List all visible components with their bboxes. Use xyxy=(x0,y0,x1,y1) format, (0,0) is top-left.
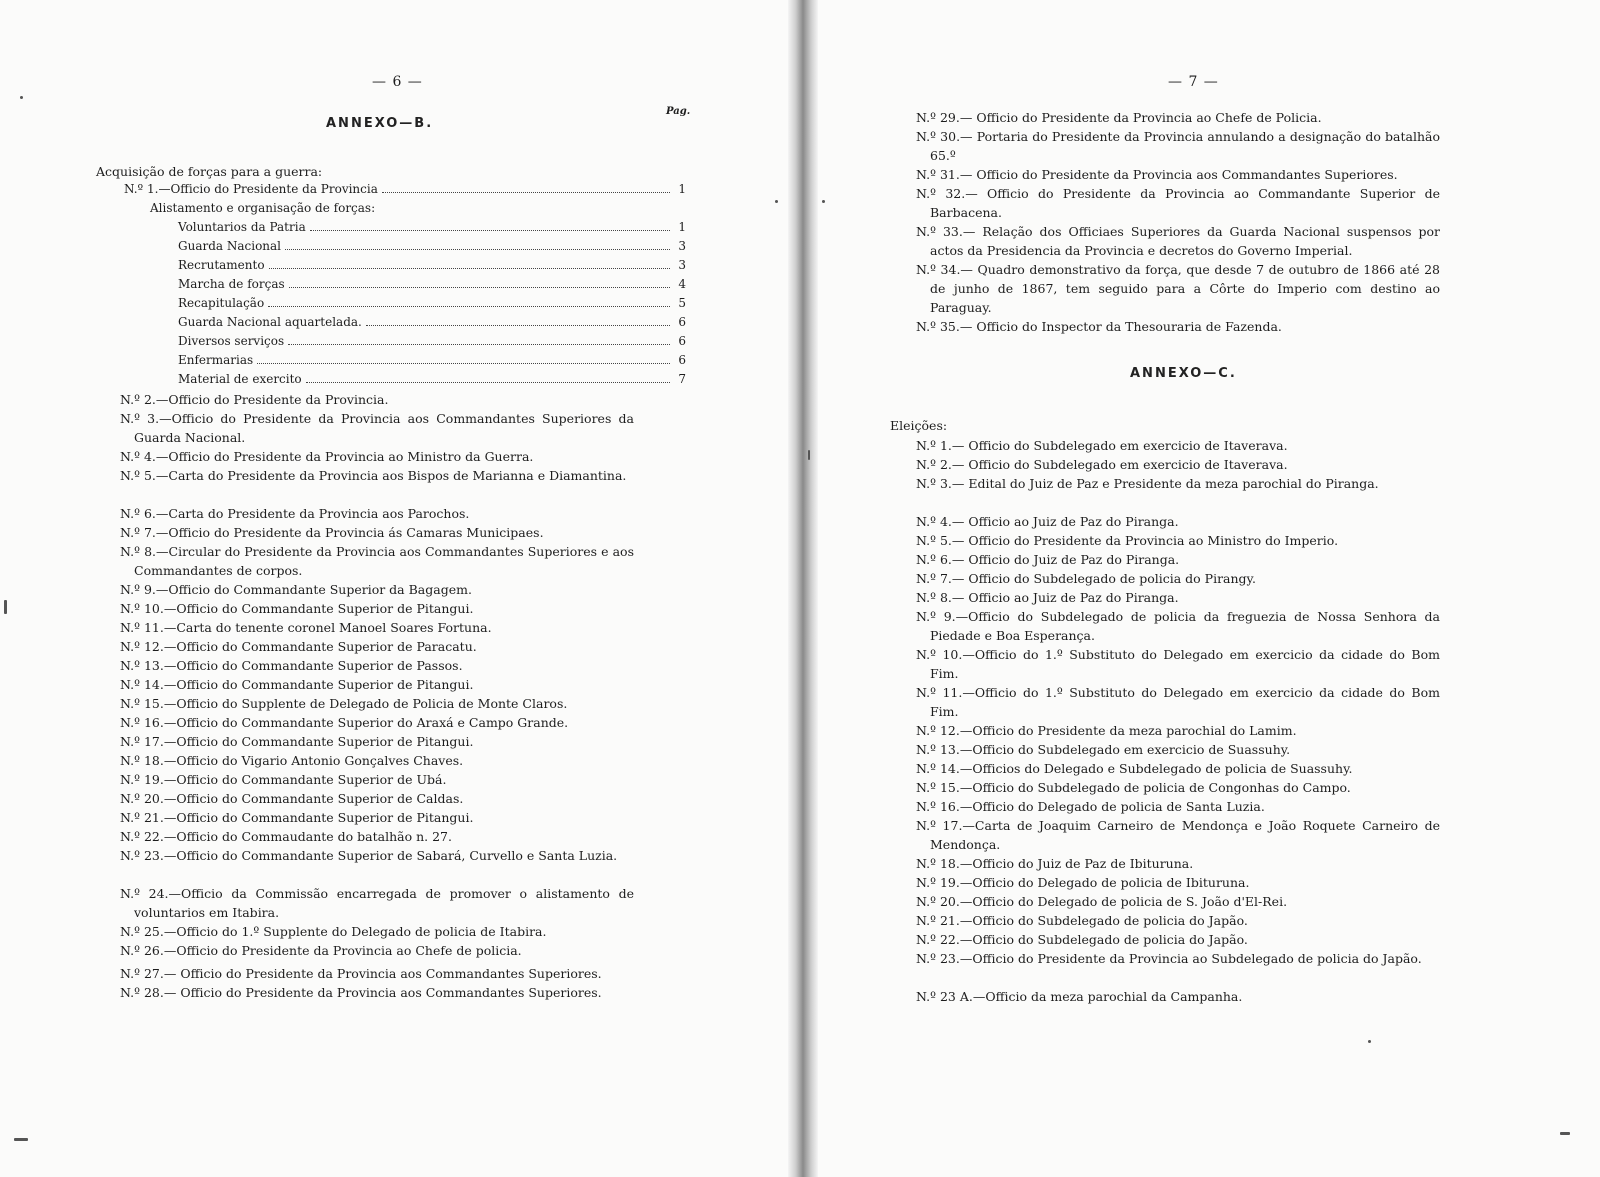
toc-row xyxy=(178,239,686,253)
scan-speck xyxy=(20,96,23,99)
scan-speck xyxy=(822,200,825,203)
list-item: N.º 25.—Officio do 1.º Supplente do Delegado de policia de Itabira. xyxy=(120,924,547,939)
list-item: N.º 6.—Carta do Presidente da Provincia aos Parochos. xyxy=(120,506,470,521)
scan-speck xyxy=(1560,1132,1570,1135)
pag-column-label: Pag. xyxy=(666,106,691,117)
leader-dots xyxy=(269,268,670,269)
list-item: N.º 7.— Officio do Subdelegado de policia do Pirangy. xyxy=(916,571,1256,586)
toc-row xyxy=(150,201,375,215)
toc-label: Material de exercito xyxy=(178,372,302,386)
toc-row xyxy=(178,372,686,386)
list-item: N.º 34.— Quadro demonstrativo da força, que desde 7 de outubro de 1866 até 28 de junho de 1867, tem seguido para a Côrte do Imperio com destino ao Paraguay. xyxy=(916,262,1440,315)
list-item: N.º 4.— Officio ao Juiz de Paz do Piranga. xyxy=(916,514,1179,529)
list-item: N.º 32.— Officio do Presidente da Provincia ao Commandante Superior de Barbacena. xyxy=(916,186,1440,220)
list-item: N.º 13.—Officio do Commandante Superior de Passos. xyxy=(120,658,463,673)
list-item: N.º 29.— Officio do Presidente da Provincia ao Chefe de Policia. xyxy=(916,110,1322,125)
list-item: N.º 30.— Portaria do Presidente da Provincia annulando a designação do batalhão 65.º xyxy=(916,129,1440,163)
scan-speck xyxy=(1368,1040,1371,1043)
list-item: N.º 33.— Relação dos Officiaes Superiores da Guarda Nacional suspensos por actos da Presidencia da Provincia e decretos do Governo Imperial. xyxy=(916,224,1440,258)
list-item: N.º 2.— Officio do Subdelegado em exercicio de Itaverava. xyxy=(916,457,1288,472)
toc-label: Alistamento e organisação de forças: xyxy=(150,201,376,215)
leader-dots xyxy=(257,363,670,364)
leader-dots xyxy=(268,306,670,307)
toc-page: 6 xyxy=(678,315,686,329)
toc-label: Guarda Nacional xyxy=(178,239,282,253)
list-item: N.º 19.—Officio do Delegado de policia de Ibituruna. xyxy=(916,875,1250,890)
list-item: N.º 8.—Circular do Presidente da Provincia aos Commandantes Superiores e aos Commandantes de corpos. xyxy=(120,544,634,578)
list-item: N.º 17.—Officio do Commandante Superior de Pitangui. xyxy=(120,734,474,749)
list-item: N.º 23.—Officio do Commandante Superior de Sabará, Curvello e Santa Luzia. xyxy=(120,848,618,863)
toc-page: 7 xyxy=(678,372,686,386)
list-item: N.º 18.—Officio do Juiz de Paz de Ibituruna. xyxy=(916,856,1194,871)
toc-label: Enfermarias xyxy=(178,353,254,367)
list-item: N.º 5.— Officio do Presidente da Provincia ao Ministro do Imperio. xyxy=(916,533,1339,548)
section-intro: Acquisição de forças para a guerra: xyxy=(96,164,323,179)
book-gutter xyxy=(788,0,818,1177)
list-item: N.º 15.—Officio do Supplente de Delegado de Policia de Monte Claros. xyxy=(120,696,568,711)
list-item: N.º 8.— Officio ao Juiz de Paz do Piranga. xyxy=(916,590,1179,605)
toc-page: 6 xyxy=(678,334,686,348)
list-item: N.º 23 A.—Officio da meza parochial da Campanha. xyxy=(916,989,1243,1004)
list-item: N.º 10.—Officio do 1.º Substituto do Delegado em exercicio da cidade do Bom Fim. xyxy=(916,647,1440,681)
toc-row xyxy=(178,353,686,367)
toc-row xyxy=(178,277,686,291)
list-item: N.º 11.—Officio do 1.º Substituto do Delegado em exercicio da cidade do Bom Fim. xyxy=(916,685,1440,719)
list-item: N.º 20.—Officio do Commandante Superior de Caldas. xyxy=(120,791,464,806)
toc-page: 3 xyxy=(678,258,686,272)
list-item: N.º 24.—Officio da Commissão encarregada de promover o alistamento de voluntarios em Itabira. xyxy=(120,886,634,920)
scan-speck xyxy=(14,1138,28,1141)
list-item: N.º 7.—Officio do Presidente da Provincia ás Camaras Municipaes. xyxy=(120,525,544,540)
leader-dots xyxy=(306,382,670,383)
list-item: N.º 28.— Officio do Presidente da Provincia aos Commandantes Superiores. xyxy=(120,985,602,1000)
list-item: N.º 3.—Officio do Presidente da Provincia aos Commandantes Superiores da Guarda Nacional. xyxy=(120,411,634,445)
list-item: N.º 20.—Officio do Delegado de policia de S. João d'El-Rei. xyxy=(916,894,1288,909)
list-item: N.º 21.—Officio do Commandante Superior de Pitangui. xyxy=(120,810,474,825)
toc-row xyxy=(178,334,686,348)
page-number: — 7 — xyxy=(1168,74,1219,90)
list-item: N.º 31.— Officio do Presidente da Provincia aos Commandantes Superiores. xyxy=(916,167,1398,182)
scan-speck xyxy=(808,450,810,460)
list-item: N.º 27.— Officio do Presidente da Provincia aos Commandantes Superiores. xyxy=(120,966,602,981)
list-item: N.º 16.—Officio do Commandante Superior do Araxá e Campo Grande. xyxy=(120,715,569,730)
leader-dots xyxy=(366,325,670,326)
toc-page: 6 xyxy=(678,353,686,367)
list-item: N.º 12.—Officio do Presidente da meza parochial do Lamim. xyxy=(916,723,1297,738)
list-item: N.º 3.— Edital do Juiz de Paz e Presidente da meza parochial do Piranga. xyxy=(916,476,1379,491)
toc-label: Recrutamento xyxy=(178,258,265,272)
list-item: N.º 18.—Officio do Vigario Antonio Gonçalves Chaves. xyxy=(120,753,464,768)
left-page xyxy=(0,0,788,1177)
list-item: N.º 9.—Officio do Subdelegado de policia da freguezia de Nossa Senhora da Piedade e Boa Esperança. xyxy=(916,609,1440,643)
annex-heading: ANNEXO—B. xyxy=(326,116,434,131)
annex-heading: ANNEXO—C. xyxy=(1130,366,1237,381)
toc-page: 5 xyxy=(678,296,686,310)
page-number: — 6 — xyxy=(372,74,423,90)
toc-label: Diversos serviços xyxy=(178,334,285,348)
toc-label: Recapitulação xyxy=(178,296,265,310)
scan-speck xyxy=(775,200,778,203)
list-item: N.º 4.—Officio do Presidente da Provincia ao Ministro da Guerra. xyxy=(120,449,534,464)
toc-row xyxy=(178,296,686,310)
list-item: N.º 35.— Officio do Inspector da Thesouraria de Fazenda. xyxy=(916,319,1282,334)
toc-row xyxy=(178,258,686,272)
section-intro: Eleições: xyxy=(890,418,948,433)
list-item: N.º 13.—Officio do Subdelegado em exercicio de Suassuhy. xyxy=(916,742,1291,757)
list-item: N.º 2.—Officio do Presidente da Provincia. xyxy=(120,392,389,407)
list-item: N.º 14.—Officios do Delegado e Subdelegado de policia de Suassuhy. xyxy=(916,761,1353,776)
list-item: N.º 15.—Officio do Subdelegado de policia de Congonhas do Campo. xyxy=(916,780,1351,795)
list-item: N.º 16.—Officio do Delegado de policia de Santa Luzia. xyxy=(916,799,1265,814)
list-item: N.º 5.—Carta do Presidente da Provincia aos Bispos de Marianna e Diamantina. xyxy=(120,468,627,483)
list-item: N.º 19.—Officio do Commandante Superior de Ubá. xyxy=(120,772,447,787)
toc-page: 1 xyxy=(678,182,686,196)
list-item: N.º 1.— Officio do Subdelegado em exercicio de Itaverava. xyxy=(916,438,1288,453)
leader-dots xyxy=(285,249,670,250)
toc-label: N.º 1.—Officio do Presidente da Provincia xyxy=(124,182,378,196)
toc-row xyxy=(178,315,686,329)
list-item: N.º 21.—Officio do Subdelegado de policia do Japão. xyxy=(916,913,1248,928)
list-item: N.º 22.—Officio do Commaudante do batalhão n. 27. xyxy=(120,829,452,844)
leader-dots xyxy=(288,344,670,345)
toc-label: Marcha de forças xyxy=(178,277,285,291)
list-item: N.º 17.—Carta de Joaquim Carneiro de Mendonça e João Roquete Carneiro de Mendonça. xyxy=(916,818,1440,852)
toc-label: Guarda Nacional aquartelada. xyxy=(178,315,362,329)
list-item: N.º 14.—Officio do Commandante Superior de Pitangui. xyxy=(120,677,474,692)
toc-page: 4 xyxy=(678,277,686,291)
toc-page: 1 xyxy=(678,220,686,234)
list-item: N.º 10.—Officio do Commandante Superior de Pitangui. xyxy=(120,601,474,616)
list-item: N.º 12.—Officio do Commandante Superior de Paracatu. xyxy=(120,639,477,654)
leader-dots xyxy=(310,230,670,231)
right-page xyxy=(818,0,1600,1177)
toc-page: 3 xyxy=(678,239,686,253)
list-item: N.º 11.—Carta do tenente coronel Manoel Soares Fortuna. xyxy=(120,620,492,635)
list-item: N.º 6.— Officio do Juiz de Paz do Piranga. xyxy=(916,552,1180,567)
toc-row xyxy=(178,220,686,234)
toc-row xyxy=(124,182,686,196)
list-item: N.º 9.—Officio do Commandante Superior da Bagagem. xyxy=(120,582,472,597)
list-item: N.º 23.—Officio do Presidente da Provincia ao Subdelegado de policia do Japão. xyxy=(916,951,1422,966)
list-item: N.º 22.—Officio do Subdelegado de policia do Japão. xyxy=(916,932,1248,947)
scan-speck xyxy=(4,600,7,614)
leader-dots xyxy=(382,192,670,193)
list-item: N.º 26.—Officio do Presidente da Provincia ao Chefe de policia. xyxy=(120,943,522,958)
toc-label: Voluntarios da Patria xyxy=(178,220,306,234)
leader-dots xyxy=(289,287,670,288)
